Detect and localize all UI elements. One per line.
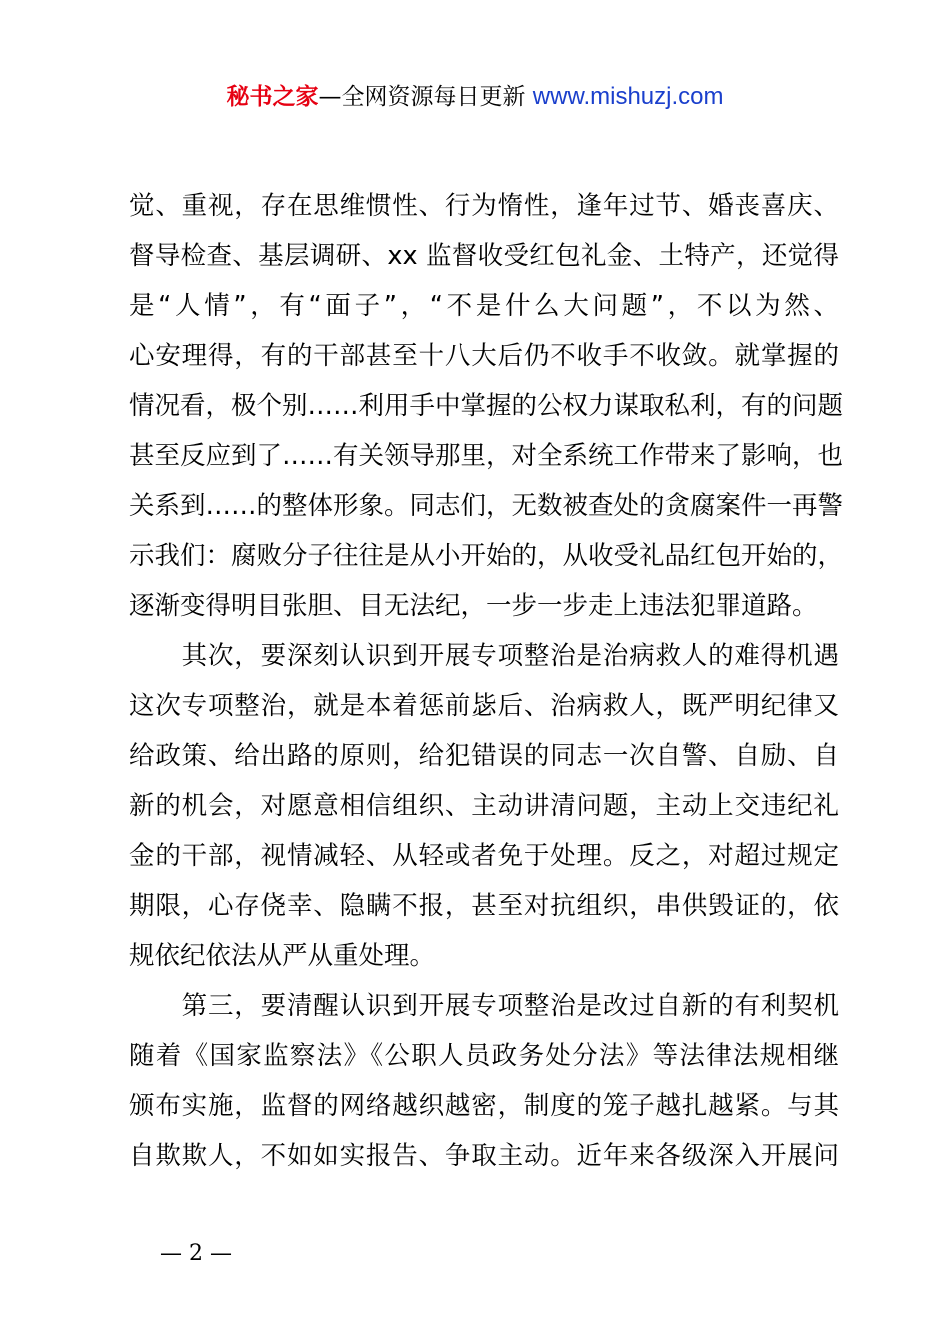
text-line: 期限，心存侥幸、隐瞒不报，甚至对抗组织，串供毁证的，依 xyxy=(129,891,839,921)
text-line: 随着《国家监察法》《公职人员政务处分法》等法律法规相继 xyxy=(129,1041,839,1071)
text-line: 是“人情”，有“面子”，“不是什么大问题”，不以为然、 xyxy=(129,291,839,321)
text-line: 其次，要深刻认识到开展专项整治是治病救人的难得机遇 xyxy=(129,641,839,671)
text-line: 觉、重视，存在思维惯性、行为惰性，逢年过节、婚丧喜庆、 xyxy=(129,191,839,221)
text-line: 心安理得，有的干部甚至十八大后仍不收手不收敛。就掌握的 xyxy=(129,341,839,371)
text-line: 金的干部，视情减轻、从轻或者免于处理。反之，对超过规定 xyxy=(129,841,839,871)
site-url-link[interactable]: www.mishuzj.com xyxy=(532,83,724,110)
text-line: 给政策、给出路的原则，给犯错误的同志一次自警、自励、自 xyxy=(129,741,839,771)
text-line: 自欺欺人，不如如实报告、争取主动。近年来各级深入开展问 xyxy=(129,1141,839,1171)
text-line: 关系到……的整体形象。同志们，无数被查处的贪腐案件一再警 xyxy=(129,491,844,521)
text-line: 这次专项整治，就是本着惩前毖后、治病救人，既严明纪律又 xyxy=(129,691,839,721)
text-line: 第三，要清醒认识到开展专项整治是改过自新的有利契机 xyxy=(129,991,839,1021)
text-line: 颁布实施，监督的网络越织越密，制度的笼子越扎越紧。与其 xyxy=(129,1091,839,1121)
text-line: 示我们：腐败分子往往是从小开始的，从收受礼品红包开始的， xyxy=(129,541,844,571)
site-header xyxy=(0,80,950,114)
text-line: 规依纪依法从严从重处理。 xyxy=(129,941,436,971)
text-line: 甚至反应到了……有关领导那里，对全系统工作带来了影响，也 xyxy=(129,441,844,471)
page-number: — 2 — xyxy=(160,1241,232,1266)
text-line: 逐渐变得明目张胆、目无法纪，一步一步走上违法犯罪道路。 xyxy=(129,591,818,621)
text-line: 新的机会，对愿意相信组织、主动讲清问题，主动上交违纪礼 xyxy=(129,791,839,821)
text-line: 督导检查、基层调研、xx 监督收受红包礼金、土特产，还觉得 xyxy=(129,241,839,271)
text-line: 情况看，极个别……利用手中掌握的公权力谋取私利，有的问题 xyxy=(129,391,844,421)
site-brand: 秘书之家 xyxy=(226,84,319,110)
site-slogan: —全网资源每日更新 xyxy=(318,84,533,110)
